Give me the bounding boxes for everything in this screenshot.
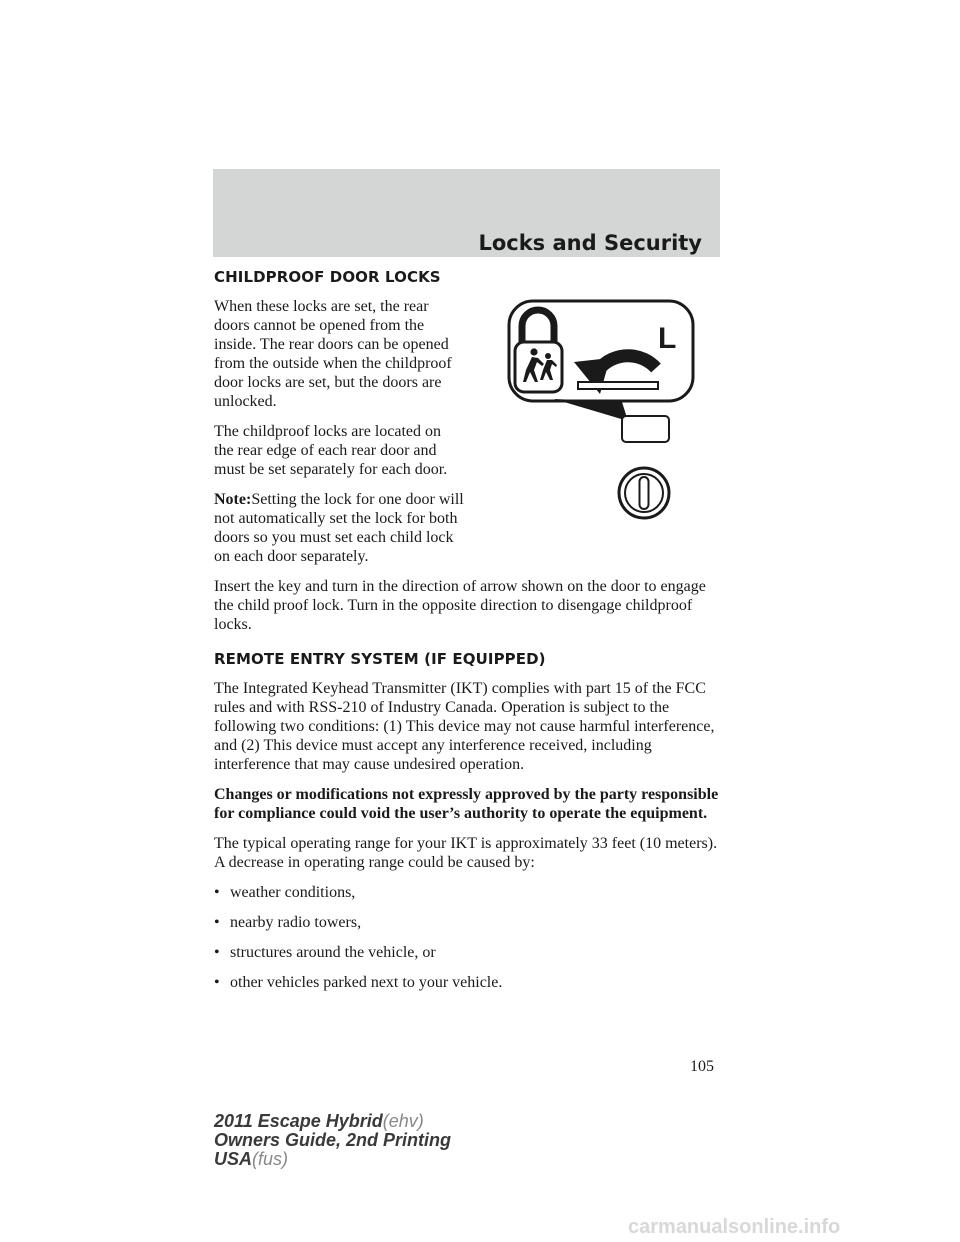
list-item: • nearby radio towers, bbox=[214, 914, 362, 931]
list-item: • weather conditions, bbox=[214, 884, 356, 901]
childproof-paragraph-3: Insert the key and turn in the direction of arrow shown on the door to engage the child proof lock. Turn in the opposite direction to disengage childproof locks. bbox=[214, 578, 706, 633]
page-number: 105 bbox=[690, 1058, 714, 1075]
footer-guide: Owners Guide, 2nd Printing bbox=[214, 1130, 452, 1150]
footer-model-code: (ehv) bbox=[382, 1111, 424, 1131]
watermark: carmanualsonline.info bbox=[628, 1216, 841, 1238]
section-title: Locks and Security bbox=[478, 231, 702, 255]
list-item: • structures around the vehicle, or bbox=[214, 944, 436, 961]
note-text: Setting the lock for one door will not automatically set the lock for both doors so you must set each child lock on each door separately. bbox=[214, 491, 464, 565]
remote-paragraph-1: The Integrated Keyhead Transmitter (IKT) complies with part 15 of the FCC rules and with RSS-210 of Industry Canada. Operation is subject to the following two conditions: (1) This device may not cause harmful interference, and (2) This device must accept any interference received, including interference that may cause undesired operation. bbox=[214, 680, 715, 773]
note-label: Note: bbox=[214, 491, 252, 508]
child-lock-diagram bbox=[504, 296, 698, 522]
key-cylinder-icon bbox=[619, 468, 669, 518]
lock-letter: L bbox=[658, 322, 677, 355]
remote-entry-heading: REMOTE ENTRY SYSTEM (IF EQUIPPED) bbox=[214, 650, 546, 668]
footer-region: USA bbox=[214, 1149, 253, 1169]
childproof-note bbox=[214, 490, 464, 566]
childproof-paragraph-2: The childproof locks are located on the rear edge of each rear door and must be set separately for each door. bbox=[214, 423, 448, 478]
childproof-heading: CHILDPROOF DOOR LOCKS bbox=[214, 268, 441, 286]
section-header-band bbox=[213, 169, 720, 257]
footer-model: 2011 Escape Hybrid bbox=[214, 1111, 383, 1131]
list-item: • other vehicles parked next to your vehicle. bbox=[214, 974, 503, 991]
childproof-paragraph-1: When these locks are set, the rear doors cannot be opened from the inside. The rear doors can be opened from the outside when the childproof door locks are set, but the doors are unlocked. bbox=[214, 298, 452, 410]
footer-region-code: (fus) bbox=[252, 1149, 289, 1169]
document-footer bbox=[214, 1112, 451, 1169]
remote-paragraph-3: The typical operating range for your IKT is approximately 33 feet (10 meters). A decrease in operating range could be caused by: bbox=[214, 835, 718, 871]
remote-warning-paragraph: Changes or modifications not expressly approved by the party responsible for compliance could void the user’s authority to operate the equipment. bbox=[214, 786, 719, 822]
